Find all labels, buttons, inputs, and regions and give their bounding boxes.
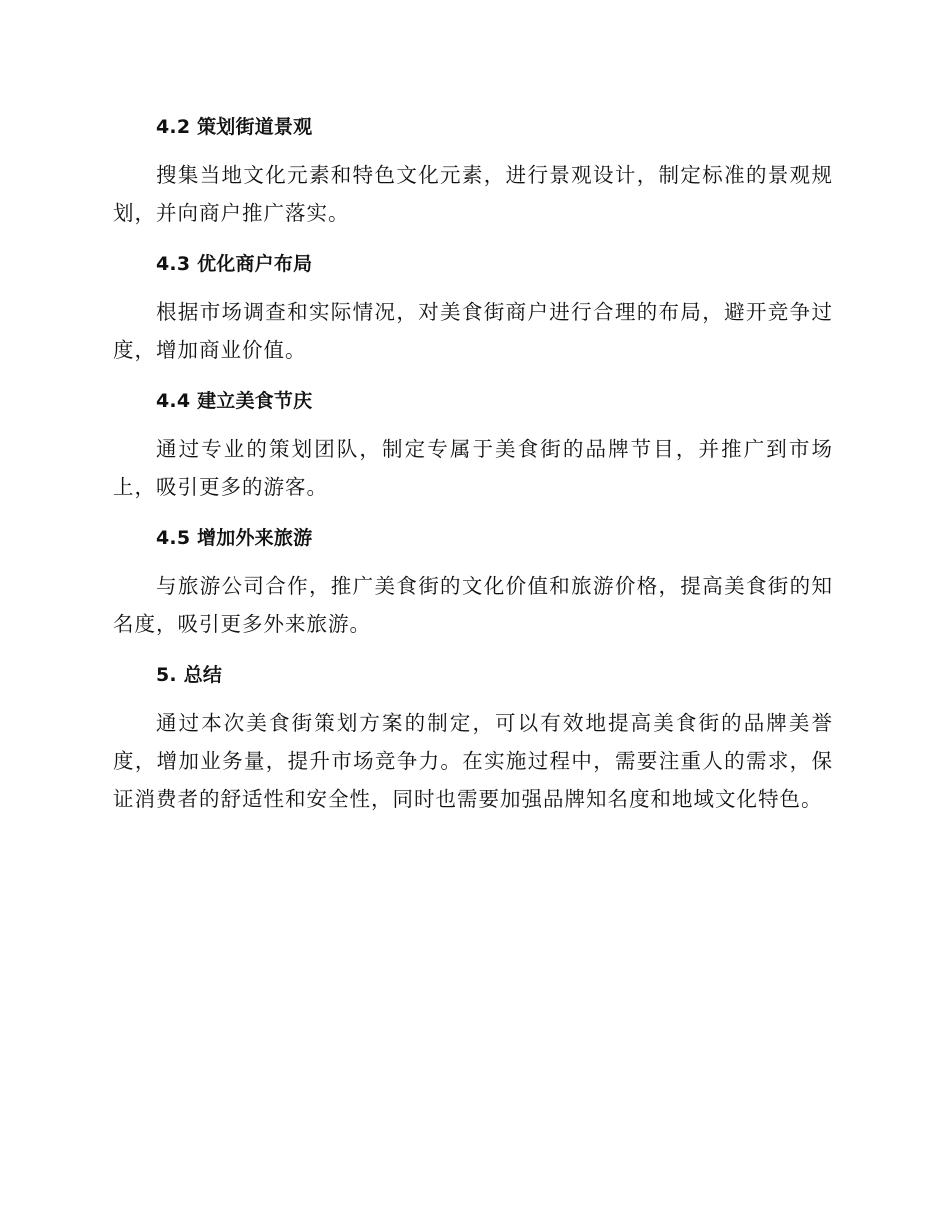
document-body bbox=[113, 112, 833, 835]
section-heading: 4.2 策划街道景观 bbox=[156, 116, 313, 138]
section-4-3 bbox=[113, 249, 833, 369]
section-4-5 bbox=[113, 523, 833, 643]
section-heading: 4.4 建立美食节庆 bbox=[156, 390, 313, 412]
section-paragraph: 根据市场调查和实际情况，对美食街商户进行合理的布局，避开竞争过度，增加商业价值。 bbox=[113, 300, 833, 362]
section-paragraph: 通过专业的策划团队，制定专属于美食街的品牌节目，并推广到市场上，吸引更多的游客。 bbox=[113, 437, 833, 499]
section-heading: 4.5 增加外来旅游 bbox=[156, 527, 313, 549]
section-heading: 5. 总结 bbox=[156, 664, 223, 686]
section-4-2 bbox=[113, 112, 833, 232]
section-paragraph: 搜集当地文化元素和特色文化元素，进行景观设计，制定标准的景观规划，并向商户推广落实。 bbox=[113, 163, 833, 225]
section-paragraph: 与旅游公司合作，推广美食街的文化价值和旅游价格，提高美食街的知名度，吸引更多外来旅游。 bbox=[113, 574, 833, 636]
section-5-summary bbox=[113, 660, 833, 818]
section-4-4 bbox=[113, 386, 833, 506]
section-paragraph: 通过本次美食街策划方案的制定，可以有效地提高美食街的品牌美誉度，增加业务量，提升市场竞争力。在实施过程中，需要注重人的需求，保证消费者的舒适性和安全性，同时也需要加强品牌知名度和地域文化特色。 bbox=[113, 711, 833, 811]
section-heading: 4.3 优化商户布局 bbox=[156, 253, 313, 275]
